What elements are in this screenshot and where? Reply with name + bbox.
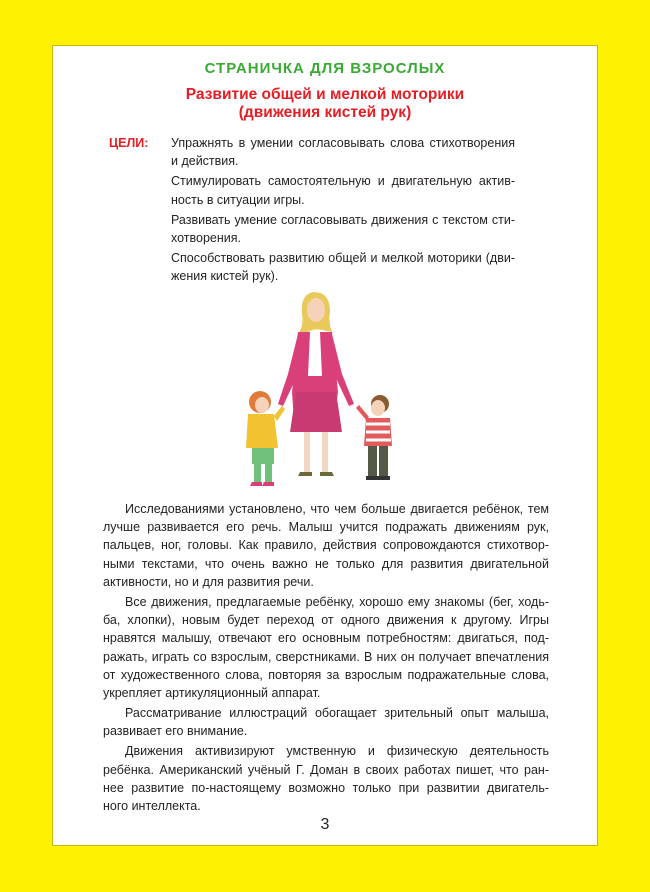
text-line: развивает его внимание.: [103, 724, 248, 739]
text-line: Развивать умение согласовывать движения с текстом сти-: [171, 212, 515, 227]
text-line: Исследованиями установлено, что чем больше двигается ребёнок, тем: [125, 502, 549, 516]
text-line: пальцев, ног, головы. Как правило, действия сопровождаются стихотвор-: [103, 538, 549, 553]
goals-list: [171, 134, 515, 288]
goals-label: ЦЕЛИ:: [109, 136, 149, 150]
text-line: и действия.: [171, 154, 239, 169]
text-line: Стимулировать самостоятельную и двигательную актив-: [171, 174, 515, 189]
illustration-mother-with-children: [238, 284, 408, 494]
book-page: [52, 45, 598, 846]
text-line: Упражнять в умении согласовывать слова стихотворения: [171, 136, 515, 150]
paragraph: [103, 704, 549, 740]
text-line: ба, хлопки), новым будет переход от одного движения к другому. Игры: [103, 613, 549, 628]
page-title: [53, 86, 597, 122]
text-line: Способствовать развитию общей и мелкой моторики (дви-: [171, 251, 515, 266]
text-line: Все движения, предлагаемые ребёнку, хорошо ему знакомы (бег, ходь-: [125, 594, 549, 609]
text-line: ребёнка. Американский учёный Г. Доман в своих работах пишет, что ран-: [103, 762, 549, 777]
girl-figure: [246, 391, 285, 486]
text-line: хотворения.: [171, 230, 241, 245]
text-line: Рассматривание иллюстраций обогащает зрительный опыт малыша,: [125, 706, 549, 721]
text-line: укрепляет артикуляционный аппарат.: [103, 685, 321, 700]
text-line: жения кистей рук).: [171, 269, 279, 284]
mother-figure: [278, 292, 354, 476]
text-line: активности, но и для развития речи.: [103, 574, 314, 589]
text-line: от художественного слова, повторяя за взрослым подражательные слова,: [103, 667, 549, 682]
text-line: нее развитие по-настоящему возможно только при развитии двигатель-: [103, 780, 549, 795]
boy-figure: [356, 395, 392, 480]
body-text: [103, 500, 549, 817]
goal-item: [171, 134, 515, 170]
goal-item: [171, 172, 515, 208]
text-line: ность в ситуации игры.: [171, 192, 305, 207]
text-line: ными текстами, что очень важно не только для развития двигательной: [103, 556, 549, 571]
text-line: нравятся малышу, отвечают его основным потребностям: двигаться, под-: [103, 631, 549, 646]
goal-item: [171, 249, 515, 285]
title-line: (движения кистей рук): [238, 104, 412, 121]
goal-item: [171, 211, 515, 247]
paragraph: [103, 500, 549, 591]
text-line: ражать, играть со взрослым, сверстниками. В них он получает впечатления: [103, 649, 549, 664]
title-line: Развитие общей и мелкой моторики: [185, 86, 465, 103]
text-line: ного интеллекта.: [103, 799, 201, 813]
text-line: лучше развивается его речь. Малыш учится подражать движениям рук,: [103, 520, 549, 535]
text-line: Движения активизируют умственную и физическую деятельность: [125, 744, 549, 759]
paragraph: [103, 742, 549, 815]
section-header: СТРАНИЧКА ДЛЯ ВЗРОСЛЫХ: [204, 60, 446, 77]
paragraph: [103, 593, 549, 702]
page-number: 3: [320, 816, 330, 833]
